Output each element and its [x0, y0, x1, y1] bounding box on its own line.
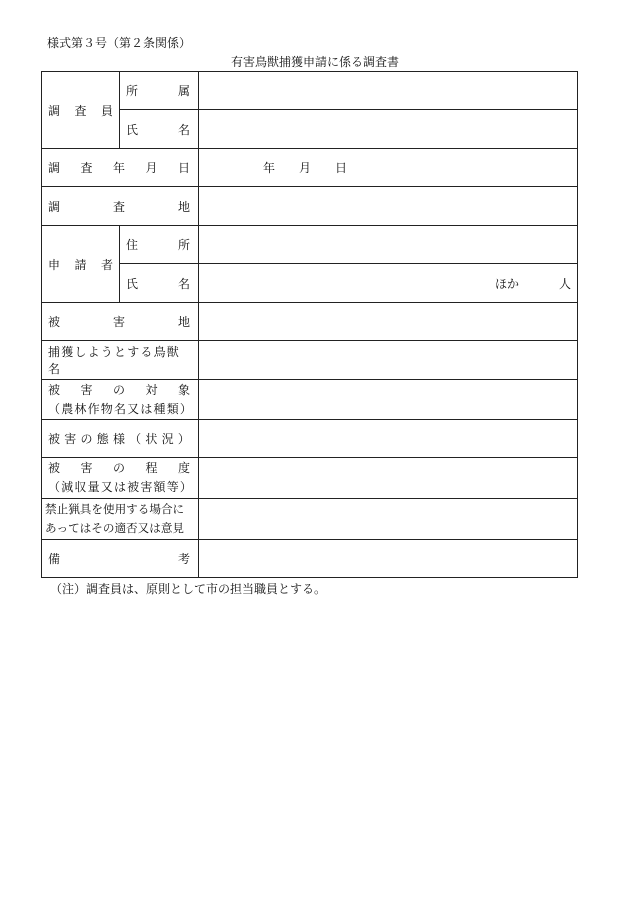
label-char: 額 [153, 480, 166, 494]
applicant-address-label [120, 226, 199, 264]
target-animal-field[interactable] [199, 341, 578, 380]
label-char: （ [48, 480, 61, 494]
label-char: （ [48, 401, 61, 416]
label-char: 収 [74, 480, 87, 494]
label-char: 種 [153, 401, 166, 416]
label-char: 態 [96, 432, 109, 446]
label-char: 又 [127, 401, 140, 416]
prohibited-gear-line1: 禁止猟具を使用する場合に [45, 502, 185, 516]
investigator-name-field[interactable] [199, 110, 578, 149]
damage-state-field[interactable] [199, 420, 578, 458]
others-label: ほか [494, 276, 519, 291]
label-char: 査 [74, 103, 87, 118]
label-char: 作 [87, 401, 100, 416]
investigator-label [42, 72, 120, 149]
prohibited-gear-field[interactable] [199, 499, 578, 540]
prohibited-gear-label [42, 499, 199, 540]
label-char: 被 [48, 315, 61, 329]
survey-location-row [42, 187, 578, 226]
label-char: 所 [126, 84, 139, 98]
label-char: 林 [74, 401, 87, 416]
label-char: 程 [145, 461, 158, 475]
label-char: 被 [48, 382, 61, 397]
label-char: 害 [80, 382, 93, 397]
label-char: 害 [64, 432, 77, 446]
label-char: 被 [48, 432, 61, 446]
investigator-affiliation-row [42, 72, 578, 110]
label-char: 況 [161, 432, 174, 446]
label-char: 被 [127, 480, 140, 494]
label-char: 者 [100, 257, 113, 272]
label-char: ） [179, 480, 192, 494]
label-char: 又 [100, 480, 113, 494]
investigator-name-row [42, 110, 578, 149]
affiliation-field[interactable] [199, 72, 578, 110]
label-char: は [140, 401, 153, 416]
label-char: の [112, 461, 125, 475]
damaged-area-row [42, 303, 578, 341]
damage-degree-field[interactable] [199, 458, 578, 499]
survey-location-label [42, 187, 199, 226]
document-title [0, 53, 630, 70]
prohibited-gear-line2: あってはその適否又は意見 [45, 521, 185, 535]
label-char: 量 [87, 480, 100, 494]
label-char: 害 [80, 461, 93, 475]
target-animal-label-text: 捕獲しようとする鳥獣名 [48, 345, 181, 376]
label-char: 氏 [126, 276, 139, 291]
label-char: 月 [145, 161, 158, 175]
label-char: 査 [80, 161, 93, 175]
label-char: 害 [140, 480, 153, 494]
label-char: 名 [177, 276, 190, 291]
label-char: 調 [48, 161, 61, 175]
label-char: 調 [48, 103, 61, 118]
applicant-name-row [42, 264, 578, 303]
day-label: 日 [335, 161, 348, 175]
footnote: （注）調査員は、原則として市の担当職員とする。 [50, 582, 327, 596]
label-char: 請 [74, 257, 87, 272]
applicant-name-field[interactable] [199, 264, 578, 303]
survey-location-field[interactable] [199, 187, 578, 226]
damage-target-label [42, 380, 199, 420]
label-char: 害 [112, 315, 125, 329]
label-char: の [80, 432, 93, 446]
label-char: は [113, 480, 126, 494]
damage-state-row [42, 420, 578, 458]
damage-state-label [42, 420, 199, 458]
label-char: 地 [177, 199, 190, 214]
label-char: 住 [126, 238, 139, 252]
label-char: 査 [112, 199, 125, 214]
survey-date-field[interactable] [199, 149, 578, 187]
remarks-field[interactable] [199, 540, 578, 578]
year-label: 年 [263, 161, 276, 175]
applicant-address-row [42, 226, 578, 264]
label-char: 物 [100, 401, 113, 416]
applicant-label [42, 226, 120, 303]
damage-target-field[interactable] [199, 380, 578, 420]
document-title-text: 有害鳥獣捕獲申請に係る調査書 [230, 55, 399, 69]
applicant-address-field[interactable] [199, 226, 578, 264]
affiliation-label [120, 72, 199, 110]
label-char: ） [177, 432, 190, 446]
label-char: 所 [177, 238, 190, 252]
form-number: 様式第３号（第２条関係） [47, 36, 192, 50]
damage-target-row [42, 380, 578, 420]
label-char: 地 [177, 315, 190, 329]
remarks-row [42, 540, 578, 578]
label-char: 属 [177, 84, 190, 98]
applicant-name-label [120, 264, 199, 303]
label-char: 備 [48, 552, 61, 566]
damage-degree-row [42, 458, 578, 499]
remarks-label [42, 540, 199, 578]
target-animal-row [42, 341, 578, 380]
target-animal-label [42, 341, 199, 380]
damaged-area-label [42, 303, 199, 341]
label-char: 被 [48, 461, 61, 475]
investigator-name-label [120, 110, 199, 149]
survey-date-row [42, 149, 578, 187]
label-char: 氏 [126, 122, 139, 137]
label-char: 類 [166, 401, 179, 416]
label-char: 考 [177, 552, 190, 566]
month-label: 月 [299, 161, 312, 175]
label-char: ） [179, 401, 192, 416]
label-char: 名 [177, 122, 190, 137]
label-char: 申 [48, 257, 61, 272]
label-char: 象 [177, 382, 190, 397]
label-char: の [112, 382, 125, 397]
label-char: 年 [112, 161, 125, 175]
label-char: 状 [145, 432, 158, 446]
people-label: 人 [558, 276, 571, 291]
label-char: 減 [61, 480, 74, 494]
label-char: 様 [112, 432, 125, 446]
label-char: 日 [177, 161, 190, 175]
label-char: 度 [177, 461, 190, 475]
survey-form-table [41, 71, 578, 578]
damage-degree-label [42, 458, 199, 499]
label-char: 農 [61, 401, 74, 416]
label-char: 名 [113, 401, 126, 416]
label-char: 対 [145, 382, 158, 397]
label-char: （ [129, 432, 142, 446]
label-char: 員 [100, 103, 113, 118]
prohibited-gear-row [42, 499, 578, 540]
label-char: 調 [48, 199, 61, 214]
survey-date-label [42, 149, 199, 187]
label-char: 等 [166, 480, 179, 494]
damaged-area-field[interactable] [199, 303, 578, 341]
